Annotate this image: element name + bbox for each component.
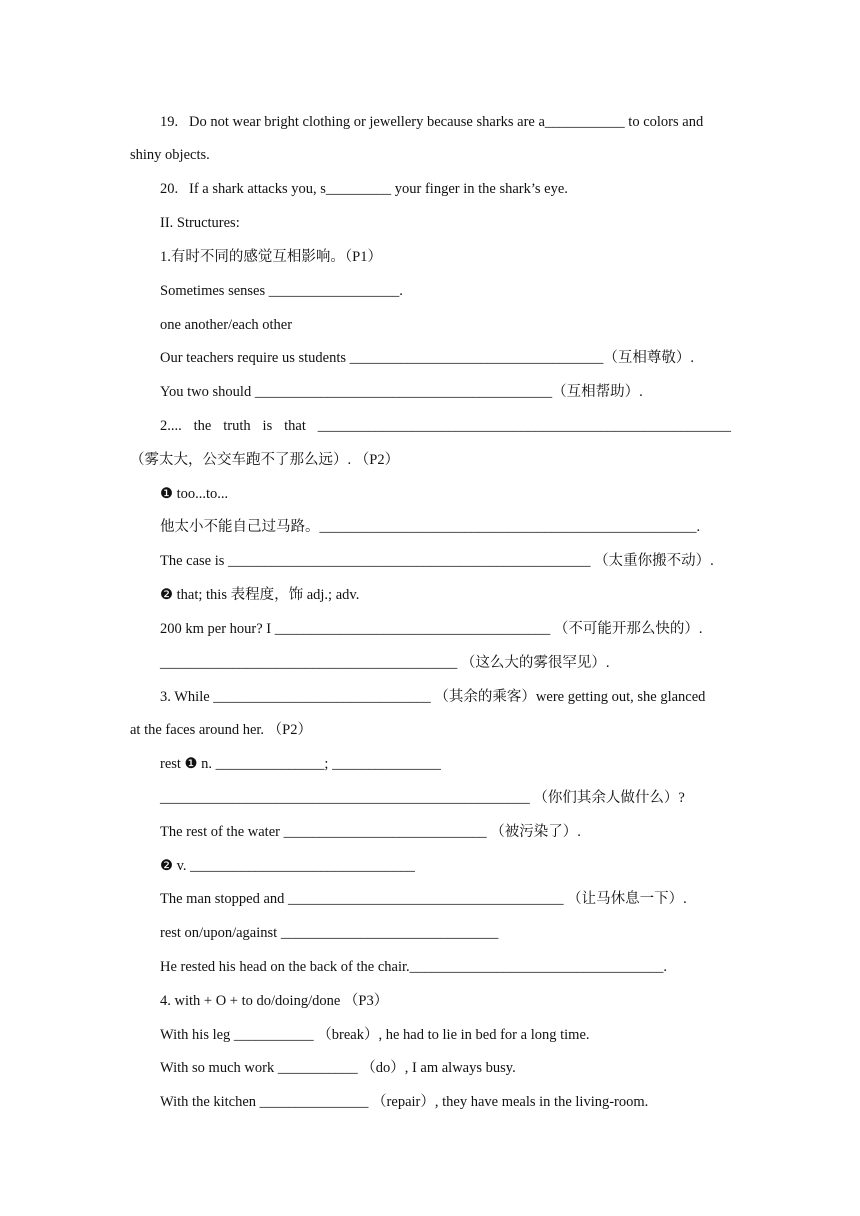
structure-4-exercise-a: With his leg ___________ （break）, he had to lie in bed for a long time. — [160, 1027, 590, 1043]
question-20: 20. If a shark attacks you, s_________ your finger in the shark’s eye. — [160, 181, 568, 197]
structure-3-exercise-d: He rested his head on the back of the chair.___________________________________. — [160, 959, 668, 975]
question-19-line-2: shiny objects. — [130, 147, 210, 163]
structure-1-sentence: Sometimes senses __________________. — [160, 283, 403, 299]
structure-1-title: 1.有时不同的感觉互相影响。（P1） — [160, 249, 382, 265]
structure-3-exercise-b: The rest of the water ____________________________ （被污染了）. — [160, 824, 581, 840]
structure-2-exercise-d: _________________________________________ （这么大的雾很罕见）. — [160, 655, 610, 671]
structure-3-exercise-a: ___________________________________________________ （你们其余人做什么）? — [160, 790, 685, 806]
structure-2-line-1: 2.... the truth is that _________________________________________________________ — [160, 418, 731, 434]
structure-3-phrase: rest on/upon/against ______________________________ — [160, 925, 499, 941]
structure-4-exercise-c: With the kitchen _______________ （repair）, they have meals in the living-room. — [160, 1094, 649, 1110]
structure-2-point-1: ❶ too...to... — [160, 486, 229, 502]
structure-2-exercise-b: The case is __________________________________________________ （太重你搬不动）. — [160, 553, 714, 569]
structure-2-exercise-a: 他太小不能自己过马路。____________________________________________________. — [160, 519, 701, 535]
structure-2-point-2: ❷ that; this 表程度，饰 adj.; adv. — [160, 587, 360, 603]
structure-3-rest-noun: rest ❶ n. _______________; _______________ — [160, 756, 441, 772]
structure-2-exercise-c: 200 km per hour? I ______________________________________ （不可能开那么快的）. — [160, 621, 703, 637]
structure-1-phrase: one another/each other — [160, 317, 293, 333]
section-heading-structures: II. Structures: — [160, 215, 240, 231]
structure-3-line-2: at the faces around her. （P2） — [130, 722, 313, 738]
question-19-line-1: 19. Do not wear bright clothing or jewellery because sharks are a___________ to colors and — [160, 114, 704, 130]
structure-2-line-2: （雾太大，公交车跑不了那么远）. （P2） — [130, 452, 400, 468]
structure-4-exercise-b: With so much work ___________ （do）, I am always busy. — [160, 1060, 516, 1076]
structure-1-exercise-a: Our teachers require us students ___________________________________（互相尊敬）. — [160, 350, 695, 366]
structure-3-rest-verb: ❷ v. _______________________________ — [160, 858, 415, 874]
structure-3-exercise-c: The man stopped and ______________________________________ （让马休息一下）. — [160, 891, 687, 907]
structure-1-exercise-b: You two should _________________________________________（互相帮助）. — [160, 384, 643, 400]
structure-4-title: 4. with + O + to do/doing/done （P3） — [160, 993, 389, 1009]
structure-3-line-1: 3. While ______________________________ （其余的乘客）were getting out, she glanced — [160, 689, 706, 705]
